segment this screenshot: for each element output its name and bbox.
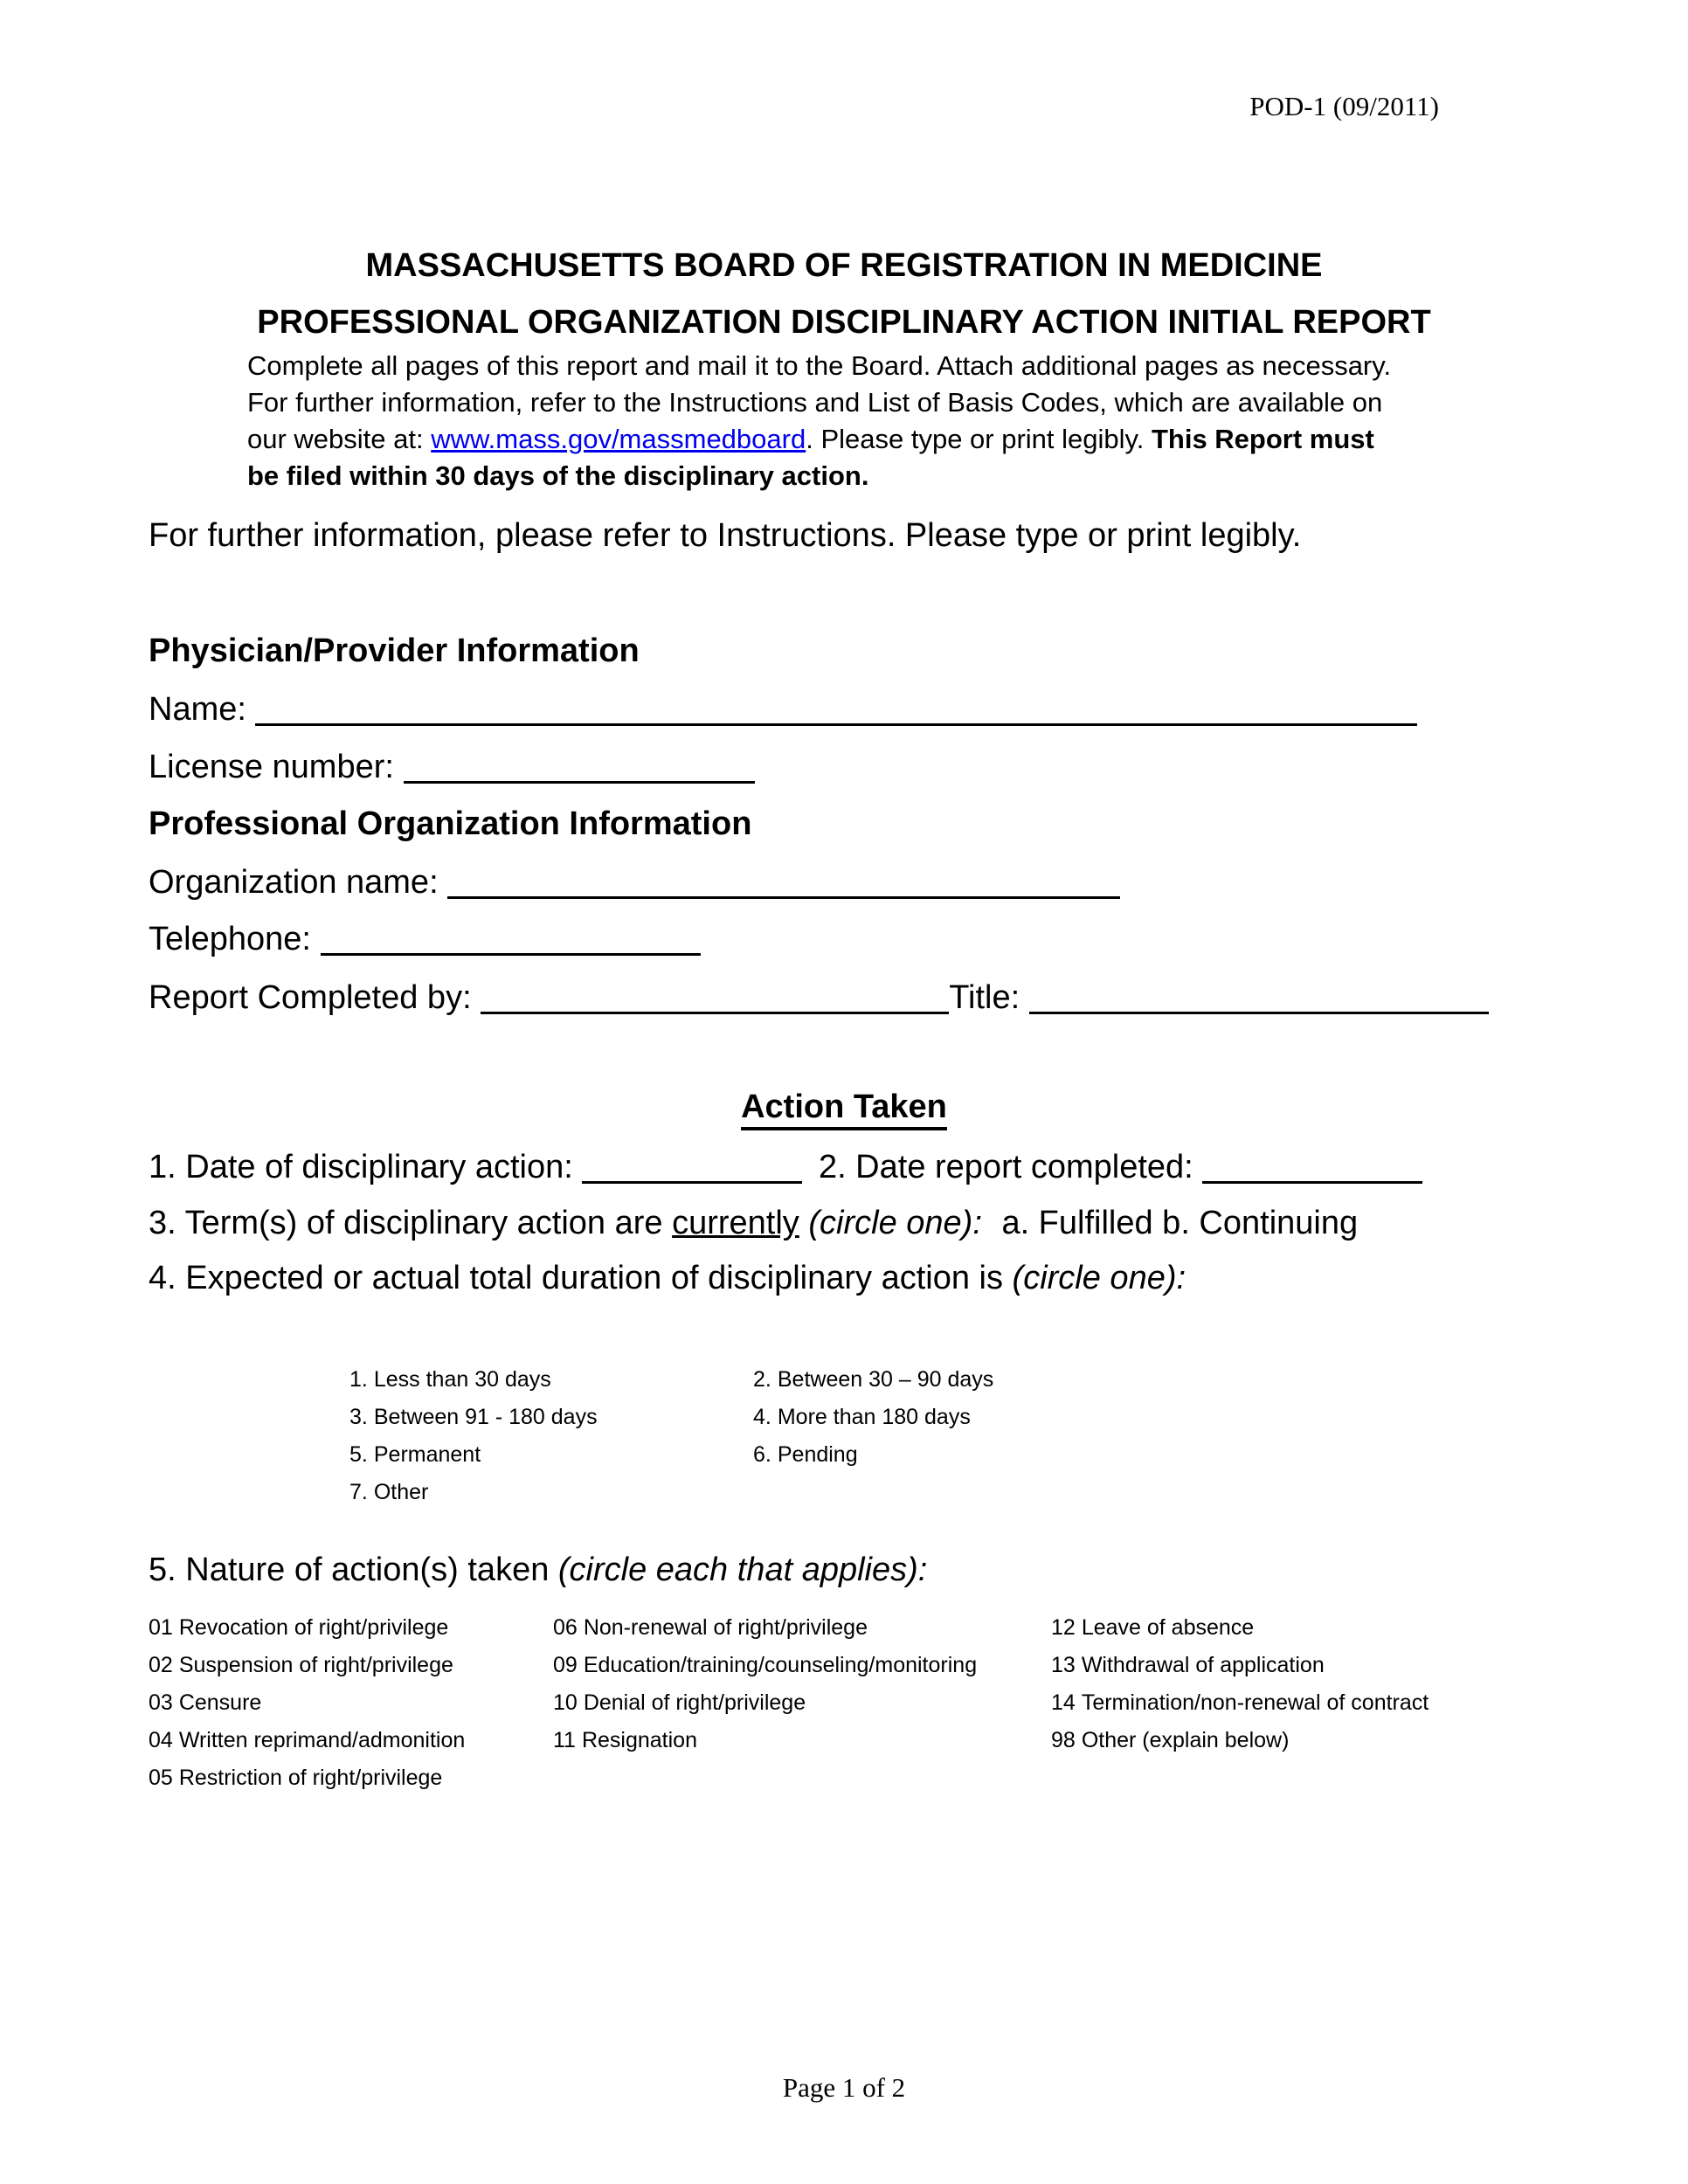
duration-option-7[interactable]: 7. Other <box>349 1480 429 1504</box>
question-4-circle-one: (circle one): <box>1012 1260 1186 1296</box>
instructions-note: For further information, please refer to Instructions. Please type or print legibly. <box>149 517 1302 554</box>
report-completed-by-label: Report Completed by: <box>149 979 472 1016</box>
intro-line-4: be filed within 30 days of the disciplinary action. <box>247 460 869 491</box>
nature-codes-column-3 <box>1051 1609 1429 1797</box>
question-3-text: 3. Term(s) of disciplinary action are <box>149 1205 663 1241</box>
duration-option-3[interactable]: 3. Between 91 - 180 days <box>349 1405 598 1429</box>
duration-option-6[interactable]: 6. Pending <box>753 1442 858 1467</box>
nature-code-10[interactable]: 10 Denial of right/privilege <box>553 1690 806 1715</box>
license-number-input-line[interactable] <box>404 748 755 784</box>
intro-line3-bold: This Report must <box>1151 424 1374 454</box>
question-2-label: 2. Date report completed: <box>818 1149 1193 1185</box>
telephone-input-line[interactable] <box>321 920 701 956</box>
nature-code-05[interactable]: 05 Restriction of right/privilege <box>149 1766 443 1790</box>
massmedboard-link[interactable]: www.mass.gov/massmedboard <box>431 424 806 454</box>
question-5-row <box>149 1552 927 1589</box>
question-4-row <box>149 1260 1186 1297</box>
nature-code-02[interactable]: 02 Suspension of right/privilege <box>149 1653 453 1677</box>
nature-code-14[interactable]: 14 Termination/non-renewal of contract <box>1051 1690 1429 1715</box>
question-1-2-row <box>149 1148 1422 1186</box>
title-label: Title: <box>949 979 1020 1016</box>
form-title-line1: MASSACHUSETTS BOARD OF REGISTRATION IN MEDICINE <box>365 247 1323 284</box>
question-3-underlined-word: currently <box>672 1205 799 1241</box>
organization-name-label: Organization name: <box>149 864 439 901</box>
report-completed-date-input-line[interactable] <box>1202 1148 1422 1184</box>
nature-code-03[interactable]: 03 Censure <box>149 1690 262 1715</box>
page-number: Page 1 of 2 <box>782 2072 906 2103</box>
nature-code-04[interactable]: 04 Written reprimand/admonition <box>149 1728 466 1752</box>
organization-name-input-line[interactable] <box>447 863 1120 899</box>
intro-line3-mid: . Please type or print legibly. <box>806 424 1152 454</box>
title-input-line[interactable] <box>1029 978 1489 1014</box>
question-5-circle-each: (circle each that applies): <box>557 1552 928 1588</box>
nature-codes-column-2 <box>553 1609 1051 1797</box>
telephone-field-row <box>149 920 701 958</box>
question-3-row <box>149 1205 1358 1242</box>
nature-code-12[interactable]: 12 Leave of absence <box>1051 1615 1255 1640</box>
intro-line3-pre: our website at: <box>247 424 432 454</box>
duration-option-4[interactable]: 4. More than 180 days <box>753 1405 971 1429</box>
nature-code-98[interactable]: 98 Other (explain below) <box>1051 1728 1290 1752</box>
nature-of-action-codes <box>149 1609 1429 1797</box>
physician-section-heading: Physician/Provider Information <box>149 632 640 669</box>
nature-code-06[interactable]: 06 Non-renewal of right/privilege <box>553 1615 868 1640</box>
duration-option-1[interactable]: 1. Less than 30 days <box>349 1367 551 1392</box>
nature-code-13[interactable]: 13 Withdrawal of application <box>1051 1653 1325 1677</box>
disciplinary-action-date-input-line[interactable] <box>582 1148 802 1184</box>
license-number-label: License number: <box>149 749 394 785</box>
intro-line-3 <box>247 421 1470 458</box>
name-field-row <box>149 690 1417 729</box>
question-1-label: 1. Date of disciplinary action: <box>149 1149 573 1185</box>
report-completed-by-input-line[interactable] <box>481 978 949 1014</box>
license-field-row <box>149 748 755 786</box>
question-5-text: 5. Nature of action(s) taken <box>149 1552 550 1588</box>
name-input-line[interactable] <box>255 690 1417 726</box>
organization-name-field-row <box>149 863 1120 902</box>
duration-option-5[interactable]: 5. Permanent <box>349 1442 481 1467</box>
question-3-circle-one: (circle one): <box>808 1205 982 1241</box>
name-label: Name: <box>149 691 246 728</box>
duration-option-2[interactable]: 2. Between 30 – 90 days <box>753 1367 994 1392</box>
duration-options-list <box>349 1361 993 1511</box>
nature-code-11[interactable]: 11 Resignation <box>553 1728 697 1752</box>
question-3-options[interactable]: a. Fulfilled b. Continuing <box>1001 1205 1359 1241</box>
telephone-label: Telephone: <box>149 921 311 957</box>
report-completed-by-field-row <box>149 978 1489 1017</box>
nature-codes-column-1 <box>149 1609 553 1797</box>
intro-line-1: Complete all pages of this report and mail it to the Board. Attach additional pages as necessary. <box>247 350 1392 381</box>
nature-code-01[interactable]: 01 Revocation of right/privilege <box>149 1615 449 1640</box>
organization-section-heading: Professional Organization Information <box>149 805 752 842</box>
nature-code-09[interactable]: 09 Education/training/counseling/monitoring <box>553 1653 978 1677</box>
form-title-line2: PROFESSIONAL ORGANIZATION DISCIPLINARY ACTION INITIAL REPORT <box>257 304 1431 341</box>
action-taken-heading: Action Taken <box>0 1089 1688 1126</box>
intro-paragraph <box>247 348 1470 494</box>
intro-line-2: For further information, refer to the Instructions and List of Basis Codes, which are available on <box>247 387 1383 418</box>
question-4-text: 4. Expected or actual total duration of disciplinary action is <box>149 1260 1003 1296</box>
form-code: POD-1 (09/2011) <box>1249 91 1439 121</box>
